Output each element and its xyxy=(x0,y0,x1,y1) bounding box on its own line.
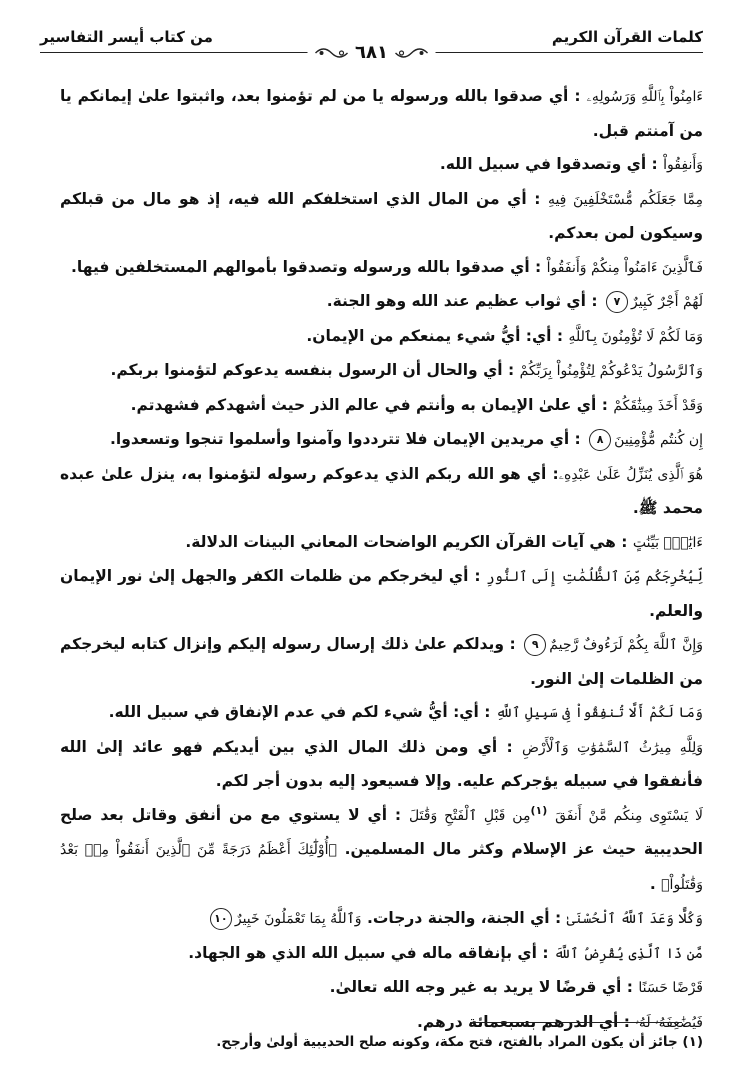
explanation: هي آيات القرآن الكريم الواضحات المعاني البينات الدلالة. xyxy=(185,532,616,551)
glossary-entry: وَإِنَّ ٱللَّهَ بِكُمْ لَرَءُوفٌ رَّحِيمٌ٩ : ويدلكم علىٰ ذلك إرسال رسوله إليكم وإنزال كتابه ليخرجكم من الظلمات إلىٰ النور. xyxy=(60,635,703,688)
glossary-body xyxy=(60,80,703,1040)
ayah-number-marker: ٩ xyxy=(524,634,546,656)
explanation: أي من المال الذي استخلفكم الله فيه، إذ هو مال من قبلكم وسيكون لمن بعدكم. xyxy=(60,189,703,242)
glossary-entry: مِمَّا جَعَلَكُم مُّسْتَخْلَفِينَ فِيهِ : أي من المال الذي استخلفكم الله فيه، إذ هو مال من قبلكم وسيكون لمن بعدكم. xyxy=(60,189,703,242)
quran-citation: ﴿أُوْلَٰٓئِكَ أَعْظَمُ دَرَجَةً مِّنَ ٱلَّذِينَ أَنفَقُواْ مِنۢ بَعْدُ وَقَٰتَلُواْ﴾ xyxy=(60,842,703,893)
quran-citation: وَٱللَّهُ بِمَا تَعْمَلُونَ خَبِيرٌ xyxy=(234,911,362,927)
explanation: أي لا يستوي مع من أنفق وقاتل بعد صلح الحديبية حيث عز الإسلام وكثر مال المسلمين. xyxy=(60,805,703,858)
explanation: أي صدقوا بالله ورسوله وتصدقوا بأموالهم المستخلفين فيها. xyxy=(71,257,530,276)
glossary-entry: ءَامِنُواْ بِٱللَّهِ وَرَسُولِهِۦ : أي صدقوا بالله ورسوله يا من لم تؤمنوا بعد، واثبتوا علىٰ إيمانكم يا من آمنتم قبل. xyxy=(60,87,703,140)
ayah-number-marker: ١٠ xyxy=(210,908,232,930)
glossary-entry: هُوَ ٱلَّذِى يُنَزِّلُ عَلَىٰ عَبْدِهِۦ: أي هو الله ربكم الذي يدعوكم رسوله لتؤمنوا به، ينزل علىٰ عبده محمد ﷺ. xyxy=(60,464,703,517)
book-title: كلمات القرآن الكريم xyxy=(551,28,703,46)
footnote-rule xyxy=(470,1022,682,1023)
explanation: أي علىٰ الإيمان به وأنتم في عالم الذر حيث أشهدكم فشهدتم. xyxy=(130,395,597,414)
explanation: أي: أيُّ شيء لكم في عدم الإنفاق في سبيل الله. xyxy=(108,703,479,721)
footnote-text: جائز أن يكون المراد بالفتح، فتح مكة، وكونه صلح الحديبية أولىٰ وأرجح. xyxy=(216,1034,678,1050)
glossary-entry: فَيُضَٰعِفَهُۥ لَهُۥ : أي الدرهم بسبعمائة درهم. xyxy=(416,1012,703,1031)
quran-phrase: وَلِلَّهِ مِيرَٰثُ ٱلسَّمَٰوَٰتِ وَٱلْأَرْضِ xyxy=(522,739,703,756)
quran-phrase: وَمَا لَكُمْ أَلَّا تُنفِقُواْ فِى سَبِيلِ ٱللَّهِ xyxy=(495,705,703,721)
quran-phrase: مِمَّا جَعَلَكُم مُّسْتَخْلَفِينَ فِيهِ xyxy=(547,191,703,208)
quran-phrase: وَمَا لَكُمْ لَا تُؤْمِنُونَ بِٱللَّهِ xyxy=(568,328,703,345)
explanation: أي: أيُّ شيء يمنعكم من الإيمان. xyxy=(306,326,552,345)
explanation: أي قرضًا لا يريد به غير وجه الله تعالىٰ. xyxy=(329,978,622,996)
ayah-number-marker: ٨ xyxy=(589,429,611,451)
quran-phrase: هُوَ ٱلَّذِى يُنَزِّلُ عَلَىٰ عَبْدِهِۦ xyxy=(558,466,703,483)
explanation: أي الجنة، والجنة درجات. xyxy=(366,909,550,927)
quran-phrase: مَّن ذَا ٱلَّذِى يُقْرِضُ ٱللَّهَ xyxy=(553,945,703,962)
quran-phrase: لَا يَسْتَوِى مِنكُم مَّنْ أَنفَقَ xyxy=(555,807,703,824)
explanation: أي والحال أن الرسول بنفسه يدعوكم لتؤمنوا بربكم. xyxy=(110,361,503,379)
glossary-entry: لَهُمْ أَجْرٌ كَبِيرٌ٧ : أي ثواب عظيم عند الله وهو الجنة. xyxy=(60,285,703,320)
ayah-number-marker: ٧ xyxy=(606,291,628,313)
glossary-entry: قَرْضًا حَسَنًا : أي قرضًا لا يريد به غير وجه الله تعالىٰ. xyxy=(329,978,703,996)
footnote-reference: (١) xyxy=(530,803,548,817)
quran-phrase: فَٱلَّذِينَ ءَامَنُواْ مِنكُمْ وَأَنفَقُواْ xyxy=(546,259,703,276)
quran-phrase: وَإِنَّ ٱللَّهَ بِكُمْ لَرَءُوفٌ رَّحِيمٌ xyxy=(549,637,703,653)
glossary-entry: لِّيُخْرِجَكُم مِّنَ ٱلظُّلُمَٰتِ إِلَى ٱلنُّورِ : أي ليخرجكم من ظلمات الكفر والجهل إلىٰ نور الإيمان والعلم. xyxy=(60,567,703,620)
explanation: أي وتصدقوا في سبيل الله. xyxy=(439,155,647,173)
glossary-entry: وَأَنفِقُواْ : أي وتصدقوا في سبيل الله. xyxy=(439,155,703,173)
glossary-entry: فَٱلَّذِينَ ءَامَنُواْ مِنكُمْ وَأَنفَقُواْ : أي صدقوا بالله ورسوله وتصدقوا بأموالهم المستخلفين فيها. xyxy=(71,257,703,276)
glossary-entry: لَا يَسْتَوِى مِنكُم مَّنْ أَنفَقَ $^{(١)}$مِن قَبْلِ ٱلْفَتْحِ وَقَٰتَلَ : أي لا يستوي مع من أنفق وقاتل بعد صلح الحديبية حيث عز الإسلام وكثر مال المسلمين. ﴿أُوْلَٰٓئِكَ أَعْظَمُ دَرَجَةً مِّنَ ٱلَّذِينَ أَنفَقُواْ مِنۢ بَعْدُ وَقَٰتَلُواْ﴾ . xyxy=(60,803,703,893)
quran-phrase-continued: مِن قَبْلِ ٱلْفَتْحِ وَقَٰتَلَ xyxy=(408,807,531,824)
quran-phrase: لِّيُخْرِجَكُم مِّنَ ٱلظُّلُمَٰتِ إِلَى ٱلنُّورِ xyxy=(486,569,703,585)
glossary-entry: إِن كُنتُم مُّؤْمِنِينَ٨ : أي مريدين الإيمان فلا تترددوا وآمنوا وأسلموا تنجوا وتسعدوا. xyxy=(60,423,703,458)
glossary-entry: وَقَدْ أَخَذَ مِيثَٰقَكُمْ : أي علىٰ الإيمان به وأنتم في عالم الذر حيث أشهدكم فشهدتم. xyxy=(130,395,703,414)
page-number: ٦٨١ xyxy=(355,42,388,63)
quran-phrase: لَهُمْ أَجْرٌ كَبِيرٌ xyxy=(630,294,703,310)
footnote-marker: (١) xyxy=(682,1034,703,1050)
explanation: أي مريدين الإيمان فلا تترددوا وآمنوا وأسلموا تنجوا وتسعدوا. xyxy=(110,430,570,448)
quran-phrase: وَكُلًّا وَعَدَ ٱللَّهُ ٱلْحُسْنَىٰ xyxy=(566,911,703,927)
page-number-ornament xyxy=(307,42,436,63)
quran-phrase: قَرْضًا حَسَنًا xyxy=(638,980,703,996)
glossary-entry: وَمَا لَكُمْ أَلَّا تُنفِقُواْ فِى سَبِيلِ ٱللَّهِ : أي: أيُّ شيء لكم في عدم الإنفاق في سبيل الله. xyxy=(108,703,703,721)
quran-phrase: فَيُضَٰعِفَهُۥ لَهُۥ xyxy=(635,1014,703,1031)
explanation: ويدلكم علىٰ ذلك إرسال رسوله إليكم وإنزال كتابه ليخرجكم من الظلمات إلىٰ النور. xyxy=(60,635,703,688)
quran-phrase: ءَامِنُواْ بِٱللَّهِ وَرَسُولِهِۦ xyxy=(586,89,703,105)
explanation: أي صدقوا بالله ورسوله يا من لم تؤمنوا بعد، واثبتوا علىٰ إيمانكم يا من آمنتم قبل. xyxy=(60,87,703,140)
glossary-entry: وَمَا لَكُمْ لَا تُؤْمِنُونَ بِٱللَّهِ : أي: أيُّ شيء يمنعكم من الإيمان. xyxy=(306,326,703,345)
explanation: أي هو الله ربكم الذي يدعوكم رسوله لتؤمنوا به، ينزل علىٰ عبده محمد ﷺ. xyxy=(60,464,703,517)
quran-phrase: وَأَنفِقُواْ xyxy=(663,157,703,173)
explanation: أي الدرهم بسبعمائة درهم. xyxy=(416,1012,619,1031)
glossary-entry: ءَايَٰتٍۭ بَيِّنَٰتٍ : هي آيات القرآن الكريم الواضحات المعاني البينات الدلالة. xyxy=(185,532,703,551)
quran-phrase: ءَايَٰتٍۭ بَيِّنَٰتٍ xyxy=(632,534,703,551)
glossary-entry: وَلِلَّهِ مِيرَٰثُ ٱلسَّمَٰوَٰتِ وَٱلْأَرْضِ : أي ومن ذلك المال الذي بين أيديكم فهو عائد إلىٰ الله فأنفقوا في سبيله يؤجركم عليه. وإلا فسيعود إليه بدون أجر لكم. xyxy=(60,737,703,790)
explanation: أي ومن ذلك المال الذي بين أيديكم فهو عائد إلىٰ الله فأنفقوا في سبيله يؤجركم عليه. وإلا فسيعود إليه بدون أجر لكم. xyxy=(60,737,703,790)
glossary-entry: وَٱلرَّسُولُ يَدْعُوكُمْ لِتُؤْمِنُواْ بِرَبِّكُمْ : أي والحال أن الرسول بنفسه يدعوكم لتؤمنوا بربكم. xyxy=(110,361,703,379)
quran-phrase: وَٱلرَّسُولُ يَدْعُوكُمْ لِتُؤْمِنُواْ بِرَبِّكُمْ xyxy=(519,363,703,379)
quran-phrase: إِن كُنتُم مُّؤْمِنِينَ xyxy=(614,432,703,448)
glossary-entry: مَّن ذَا ٱلَّذِى يُقْرِضُ ٱللَّهَ : أي بإنفاقه ماله في سبيل الله الذي هو الجهاد. xyxy=(188,943,703,962)
explanation: أي بإنفاقه ماله في سبيل الله الذي هو الجهاد. xyxy=(188,943,537,962)
explanation: أي ليخرجكم من ظلمات الكفر والجهل إلىٰ نور الإيمان والعلم. xyxy=(60,567,703,620)
source-title: من كتاب أيسر التفاسير xyxy=(40,28,213,46)
footnote xyxy=(100,1034,703,1050)
glossary-entry: وَكُلًّا وَعَدَ ٱللَّهُ ٱلْحُسْنَىٰ : أي الجنة، والجنة درجات. وَٱللَّهُ بِمَا تَعْمَلُونَ خَبِيرٌ١٠ xyxy=(60,902,703,937)
page-header xyxy=(40,28,703,64)
quran-phrase: وَقَدْ أَخَذَ مِيثَٰقَكُمْ xyxy=(613,397,703,414)
ornament-right-icon xyxy=(394,45,430,61)
ornament-left-icon xyxy=(313,45,349,61)
explanation: أي ثواب عظيم عند الله وهو الجنة. xyxy=(326,292,586,310)
